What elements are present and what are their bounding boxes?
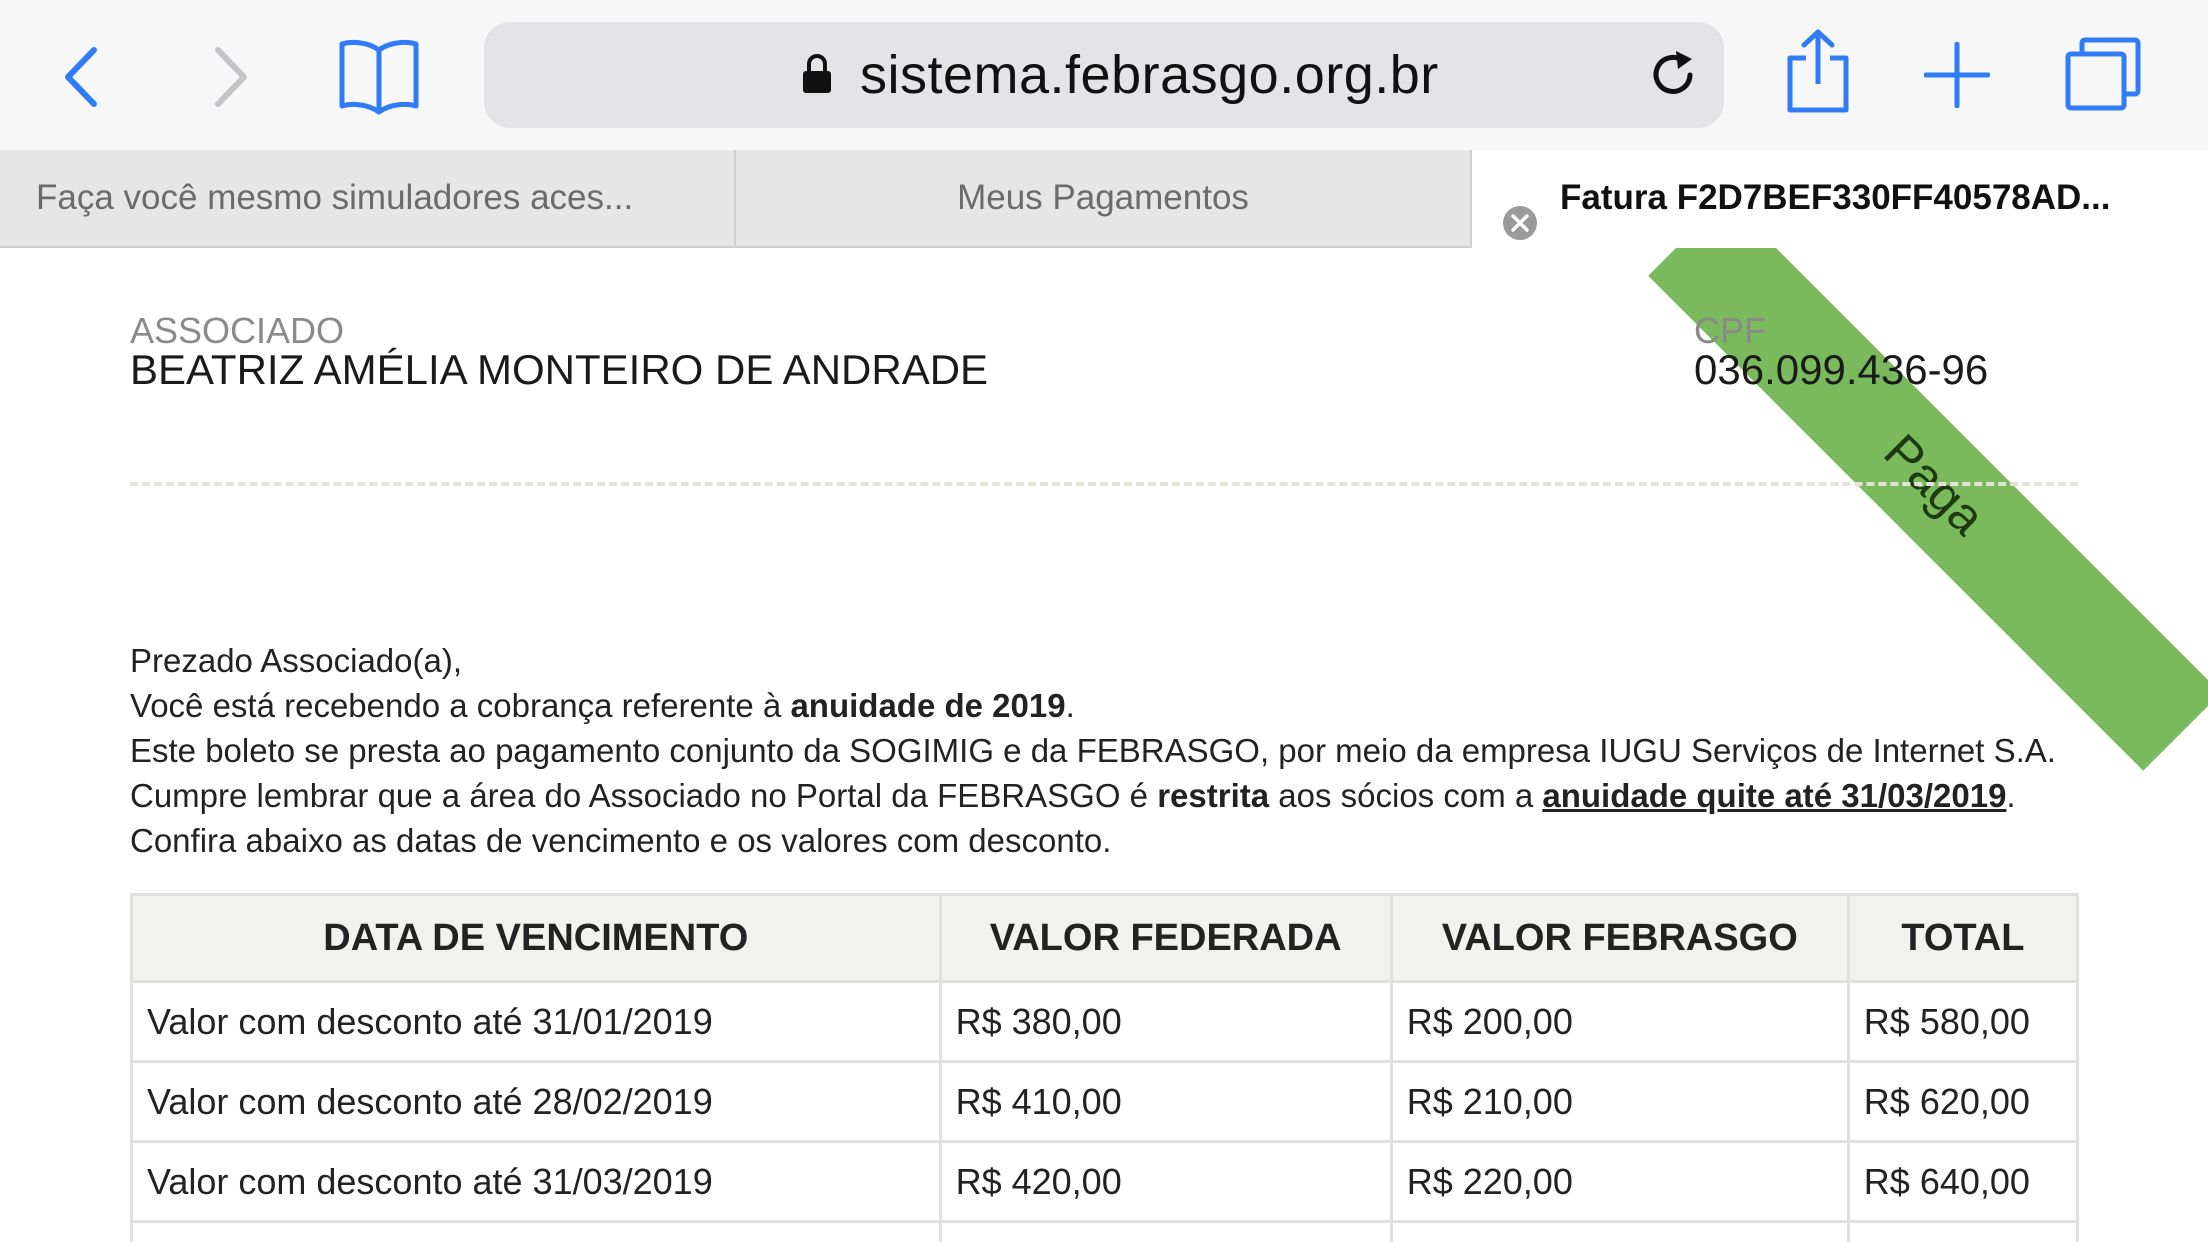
new-tab-icon[interactable] bbox=[1924, 42, 1990, 108]
status-ribbon: Paga bbox=[1648, 248, 2208, 771]
letter-line-2: Você está recebendo a cobrança referente à anuidade de 2019. bbox=[130, 687, 1075, 724]
tab-simuladores[interactable] bbox=[0, 150, 736, 246]
tab-meus-pagamentos[interactable] bbox=[736, 150, 1472, 246]
member-label: ASSOCIADO bbox=[130, 310, 345, 351]
divider bbox=[130, 482, 2078, 486]
header-due-date: DATA DE VENCIMENTO bbox=[132, 895, 941, 982]
cell-valor-febrasgo: R$ 200,00 bbox=[1391, 982, 1848, 1062]
letter-line-5: Confira abaixo as datas de vencimento e os valores com desconto. bbox=[130, 822, 1112, 859]
table-row bbox=[132, 1142, 2078, 1222]
letter-line-4: Cumpre lembrar que a área do Associado no Portal da FEBRASGO é restrita aos sócios com a anuidade quite até 31/03/2019. bbox=[130, 777, 2016, 814]
anuidade-link[interactable]: anuidade quite até 31/03/2019 bbox=[1542, 777, 2007, 814]
tab-fatura-active[interactable] bbox=[1472, 150, 2208, 248]
header-valor-federada: VALOR FEDERADA bbox=[940, 895, 1391, 982]
cell-due-date: Valor com desconto até 31/03/2019 bbox=[132, 1142, 941, 1222]
cell-valor-federada: R$ 380,00 bbox=[940, 982, 1391, 1062]
tabs-overview-icon[interactable] bbox=[2064, 36, 2142, 112]
forward-icon[interactable] bbox=[210, 46, 250, 108]
table-row-partial bbox=[132, 1222, 2078, 1242]
cell-valor-federada: R$ 410,00 bbox=[940, 1062, 1391, 1142]
cell-due-date: Valor com desconto até 28/02/2019 bbox=[132, 1062, 941, 1142]
table-header-row bbox=[132, 895, 2078, 982]
cell-total: R$ 580,00 bbox=[1848, 982, 2077, 1062]
cell-valor-federada: R$ 420,00 bbox=[940, 1142, 1391, 1222]
table-row bbox=[132, 1062, 2078, 1142]
tab-bar bbox=[0, 150, 2208, 248]
greeting: Prezado Associado(a), bbox=[130, 642, 463, 679]
address-bar[interactable] bbox=[484, 22, 1724, 128]
bookmarks-icon[interactable] bbox=[338, 36, 420, 116]
close-tab-icon[interactable] bbox=[1502, 182, 1538, 248]
cpf-label: CPF bbox=[1694, 310, 1766, 351]
cell-valor-febrasgo: R$ 220,00 bbox=[1391, 1142, 1848, 1222]
letter-line-3: Este boleto se presta ao pagamento conjunto da SOGIMIG e da FEBRASGO, por meio da empresa IUGU Serviços de Internet S.A. bbox=[130, 732, 2056, 769]
url-text: sistema.febrasgo.org.br bbox=[860, 45, 1439, 105]
page-content bbox=[0, 248, 2208, 1242]
tab-label: Faça você mesmo simuladores aces... bbox=[36, 178, 634, 217]
header-total: TOTAL bbox=[1848, 895, 2077, 982]
cpf-value: 036.099.436-96 bbox=[1694, 346, 1989, 393]
share-icon[interactable] bbox=[1786, 28, 1850, 114]
member-name: BEATRIZ AMÉLIA MONTEIRO DE ANDRADE bbox=[130, 346, 989, 393]
back-icon[interactable] bbox=[62, 46, 102, 108]
letter-text bbox=[130, 638, 2056, 863]
cell-total: R$ 620,00 bbox=[1848, 1062, 2077, 1142]
header-valor-febrasgo: VALOR FEBRASGO bbox=[1391, 895, 1848, 982]
tab-label: Meus Pagamentos bbox=[957, 178, 1249, 217]
browser-toolbar bbox=[0, 0, 2208, 150]
cell-valor-febrasgo: R$ 210,00 bbox=[1391, 1062, 1848, 1142]
tab-label: Fatura F2D7BEF330FF40578AD... bbox=[1560, 178, 2111, 217]
reload-icon[interactable] bbox=[1646, 47, 1702, 108]
cell-total: R$ 640,00 bbox=[1848, 1142, 2077, 1222]
lock-icon bbox=[800, 53, 834, 100]
table-row bbox=[132, 982, 2078, 1062]
cell-due-date: Valor com desconto até 31/01/2019 bbox=[132, 982, 941, 1062]
fees-table bbox=[130, 893, 2079, 1242]
